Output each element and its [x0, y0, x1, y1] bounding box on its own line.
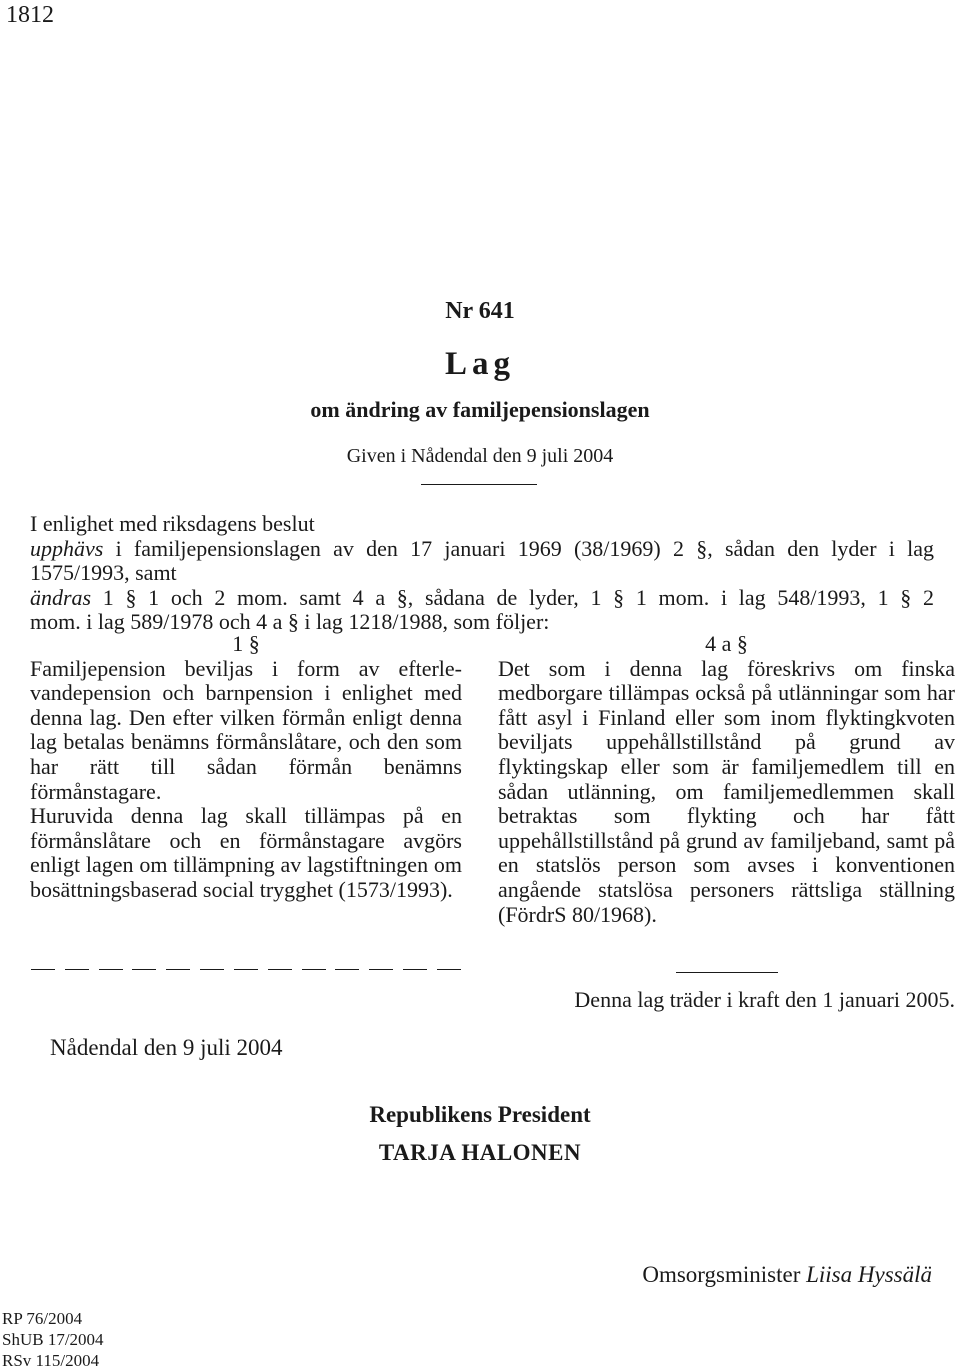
law-number: Nr 641	[445, 298, 515, 324]
section-1-paragraph-1: Familjepension beviljas i form av efterlevandepension och barnpension i enlighet med denna lag. Den efter vilken förmån enligt denna lag betalas benämns förmånslåtare, och den som har rätt till sådan förmån benämns förmånstagare.	[30, 655, 462, 804]
section-1	[30, 632, 462, 903]
reference-item: ShUB 17/2004	[2, 1330, 104, 1349]
minister-signature	[642, 1262, 932, 1288]
section-4a-heading: 4 a §	[705, 631, 748, 656]
reference-item: RSv 115/2004	[2, 1351, 100, 1370]
omission-dash-row	[31, 969, 461, 970]
entry-into-force-divider	[676, 972, 778, 973]
amend-keyword: ändras	[30, 584, 92, 610]
preamble-amend-line	[30, 586, 934, 611]
place-and-date: Nådendal den 9 juli 2004	[50, 1035, 283, 1060]
page-number: 1812	[6, 2, 54, 28]
title-divider	[421, 484, 537, 485]
preamble-amend-line-2: mom. i lag 589/1978 och 4 a § i lag 1218/1988, som följer:	[30, 609, 550, 635]
repeal-keyword: upphävs	[30, 535, 104, 561]
section-4a	[498, 632, 955, 927]
signatory-title: Republikens President	[369, 1102, 591, 1127]
given-date-line: Given i Nådendal den 9 juli 2004	[346, 445, 614, 467]
law-title: om ändring av familjepensionslagen	[310, 397, 650, 422]
legislative-references	[2, 1308, 104, 1371]
preamble-repeal-line	[30, 537, 934, 562]
preamble-intro: I enlighet med riksdagens beslut	[30, 511, 315, 536]
law-type-heading: Lag	[444, 346, 515, 382]
entry-into-force: Denna lag träder i kraft den 1 januari 2005.	[574, 987, 955, 1012]
reference-item: RP 76/2004	[2, 1309, 83, 1328]
minister-role: Omsorgsminister	[642, 1262, 801, 1287]
amend-text: 1 § 1 och 2 mom. samt 4 a §, sådana de lyder, 1 § 1 mom. i lag 548/1993, 1 § 2	[91, 584, 934, 610]
repeal-text: i familjepensionslagen av den 17 januari 1969 (38/1969) 2 §, sådan den lyder i lag	[103, 535, 934, 561]
preamble-repeal-line-2: 1575/1993, samt	[30, 560, 177, 586]
section-1-heading: 1 §	[232, 631, 260, 656]
minister-name: Liisa Hyssälä	[806, 1262, 932, 1287]
section-1-paragraph-2: Huruvida denna lag skall tillämpas på en förmånslåtare och en förmånstagare avgörs enligt lagen om tillämpning av lagstiftningen om bosättningsbaserad social trygghet (1573/1993).	[30, 803, 462, 902]
signatory-name: TARJA HALONEN	[378, 1140, 582, 1165]
preamble	[30, 512, 934, 635]
section-4a-paragraph-1: Det som i denna lag föreskrivs om finska medborgare tillämpas också på utlänningar som har fått asyl i Finland eller som inom flyktingkvoten beviljats uppehållstillstånd på grund av flyktingskap eller som är familjemedlem till en sådan utlänning, om familjemedlemmen skall betraktas som flykting och har fått uppehållstillstånd på grund av familjeband, samt på en statslös person som avses i konventionen angående statslösa personers rättsliga ställning (FördrS 80/1968).	[498, 655, 955, 927]
